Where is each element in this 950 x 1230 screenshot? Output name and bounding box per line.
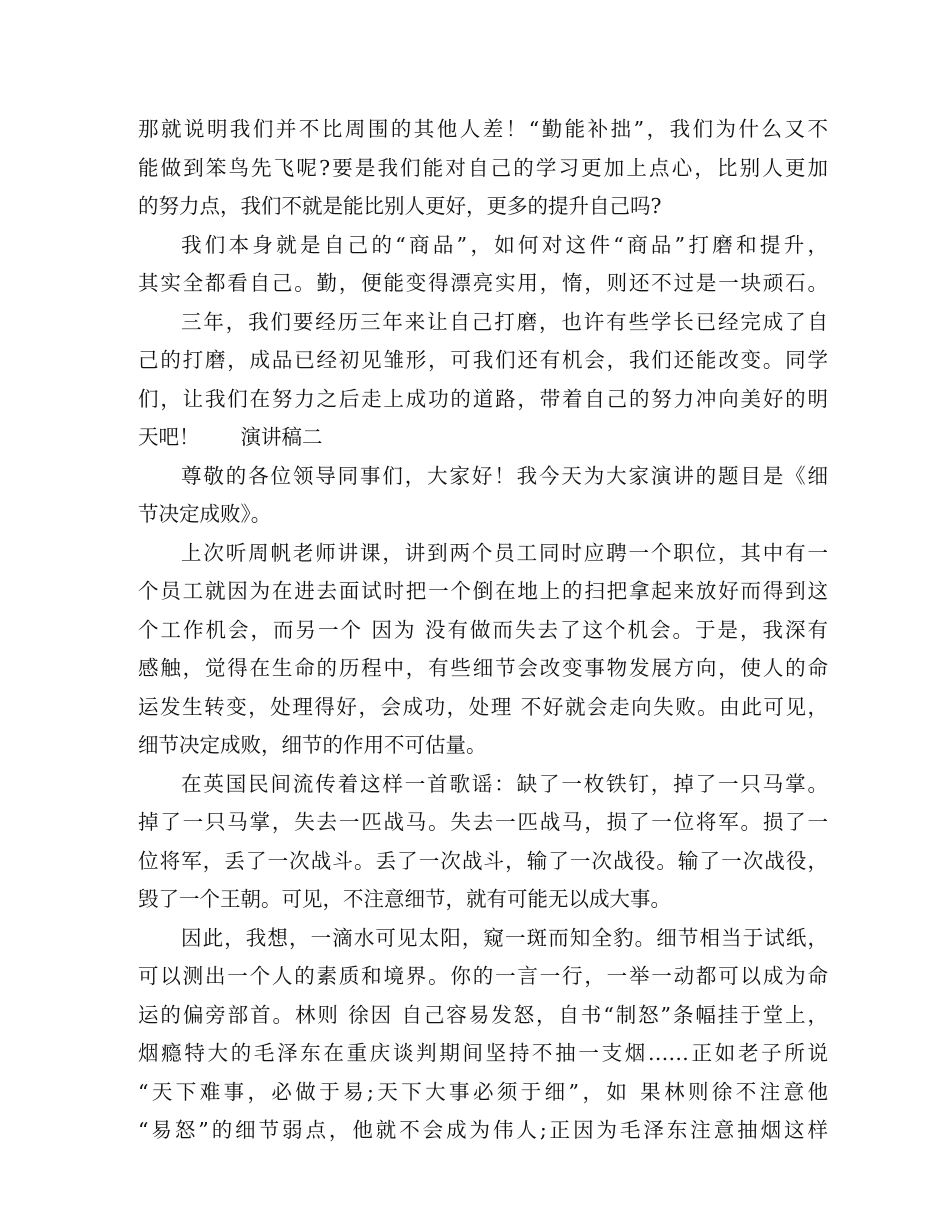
text-line: 上次听周帆老师讲课，讲到两个员工同时应聘一个职位，其中有一 [181,540,828,565]
text-line: 感触，觉得在生命的历程中，有些细节会改变事物发展方向，使人的命 [138,656,828,680]
text-line: 其实全都看自己。勤，便能变得漂亮实用，惰，则还不过是一块顽石。 [138,271,828,295]
text-line: 的努力点，我们不就是能比别人更好，更多的提升自己吗? [138,194,662,218]
text-line: 烟瘾特大的毛泽东在重庆谈判期间坚持不抽一支烟……正如老子所说 [138,1041,828,1065]
text-line: 因此，我想，一滴水可见太阳，窥一斑而知全豹。细节相当于试纸， [181,925,828,950]
text-line: 掉了一只马掌，失去一匹战马。失去一匹战马，损了一位将军。损了一 [138,810,828,834]
text-line: 我们本身就是自己的“商品”，如何对这件“商品”打磨和提升， [181,232,828,257]
text-line: 运的偏旁部首。林则 徐因 自己容易发怒，自书“制怒”条幅挂于堂上， [138,1002,828,1027]
text-line: “天下难事，必做于易;天下大事必须于细”，如 果林则徐不注意他 [138,1079,828,1104]
text-line: “易怒”的细节弱点，他就不会成为伟人;正因为毛泽东注意抽烟这样 [138,1118,828,1142]
text-line: 细节决定成败，细节的作用不可估量。 [138,733,487,757]
document-body [138,110,828,1150]
text-line: 可以测出一个人的素质和境界。你的一言一行，一举一动都可以成为命 [138,964,828,988]
text-line: 毁了一个王朝。可见，不注意细节，就有可能无以成大事。 [138,887,671,911]
text-line: 节决定成败》。 [138,502,272,526]
text-line: 位将军，丢了一次战斗。丢了一次战斗，输了一次战役。输了一次战役， [138,848,828,873]
text-line: 们，让我们在努力之后走上成功的道路，带着自己的努力冲向美好的明 [138,386,828,411]
text-line: 尊敬的各位领导同事们，大家好！我今天为大家演讲的题目是《细 [181,463,828,488]
text-line: 个工作机会，而另一个 因为 没有做而失去了这个机会。于是，我深有 [138,617,828,642]
text-line: 个员工就因为在进去面试时把一个倒在地上的扫把拿起来放好而得到这 [138,579,828,603]
text-line: 那就说明我们并不比周围的其他人差！“勤能补拙”，我们为什么又不 [138,117,828,141]
text-line: 己的打磨，成品已经初见雏形，可我们还有机会，我们还能改变。同学 [138,348,828,372]
text-line: 三年，我们要经历三年来让自己打磨，也许有些学长已经完成了自 [181,309,828,334]
text-line: 运发生转变，处理得好，会成功，处理 不好就会走向失败。由此可见， [138,694,828,719]
text-line: 在英国民间流传着这样一首歌谣：缺了一枚铁钉，掉了一只马掌。 [181,771,828,796]
text-line: 天吧！ 演讲稿二 [138,425,323,449]
text-line: 能做到笨鸟先飞呢?要是我们能对自己的学习更加上点心，比别人更加 [138,155,828,180]
